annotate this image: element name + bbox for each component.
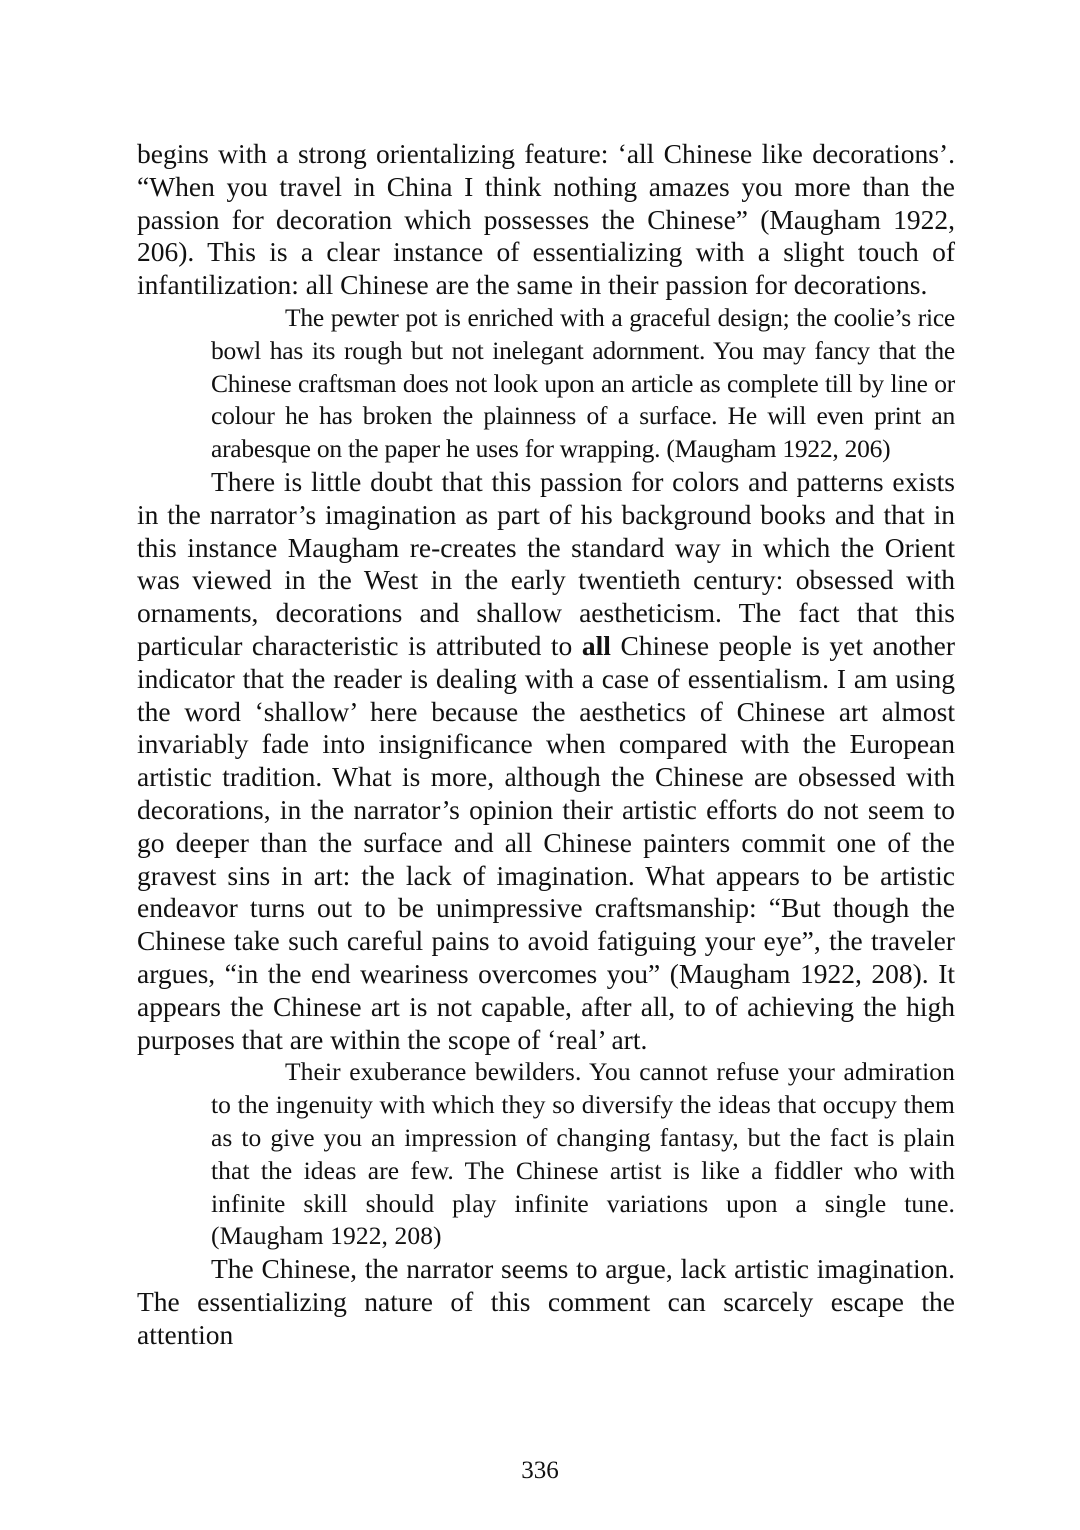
body-paragraph-passion [137, 466, 955, 1056]
paragraph-text: Chinese people is yet another indicator that the reader is dealing with a case of essentialism. I am using the word ‘shallow’ here because the aesthetics of Chinese art almost invariably fade into insignificance when compared with the European artistic tradition. What is more, although the Chinese are obsessed with decorations, in the narrator’s opinion their artistic efforts do not seem to go deeper than the surface and all Chinese painters commit one of the gravest sins in art: the lack of imagination. What appears to be artistic endeavor turns out to be unimpressive craftsmanship: “But though the Chinese take such careful pains to avoid fatiguing your eye”, the traveler argues, “in the end weariness overcomes you” (Maugham 1922, 208). It appears the Chinese art is not capable, after all, to of achieving the high purposes that are within the scope of ‘real’ art. [137, 629, 956, 1055]
block-quote-pewter-pot [211, 302, 955, 466]
emphasis-all: all [581, 629, 611, 661]
body-paragraph-opening: begins with a strong orientalizing feature: ‘all Chinese like decorations’. “When you travel in China I think nothing amazes you more than the passion for decoration which possesses the Chinese” (Maugham 1922, 206). This is a clear instance of essentializing with a slight touch of infantilization: all Chinese are the same in their passion for decorations. [137, 138, 955, 301]
paragraph-text: There is little doubt that this passion for colors and patterns exists in the narrator’s imagination as part of his background books and that in this instance Maugham re-creates the standard way in which the Orient was viewed in the West in the early twentieth century: obsessed with ornaments, decorations and shallow aestheticism. The fact that this particular characteristic is attributed to [137, 465, 955, 661]
page-number: 336 [521, 1457, 559, 1484]
page-body [137, 138, 955, 1351]
block-quote-exuberance [211, 1056, 955, 1253]
body-paragraph-closing: The Chinese, the narrator seems to argue, lack artistic imagination. The essentializing nature of this comment can scarcely escape the attention [137, 1253, 955, 1350]
block-quote-text: Their exuberance bewilders. You cannot refuse your admiration to the ingenuity with which they so diversify the ideas that occupy them as to give you an impression of changing fantasy, but the fact is plain that the ideas are few. The Chinese artist is like a fiddler who with infinite skill should play infinite variations upon a single tune. (Maugham 1922, 208) [211, 1057, 955, 1251]
block-quote-text: The pewter pot is enriched with a graceful design; the coolie’s rice bowl has its rough but not inelegant adornment. You may fancy that the Chinese craftsman does not look upon an article as complete till by line or colour he has broken the plainness of a surface. He will even print an arabesque on the paper he uses for wrapping. (Maugham 1922, 206) [211, 302, 955, 464]
